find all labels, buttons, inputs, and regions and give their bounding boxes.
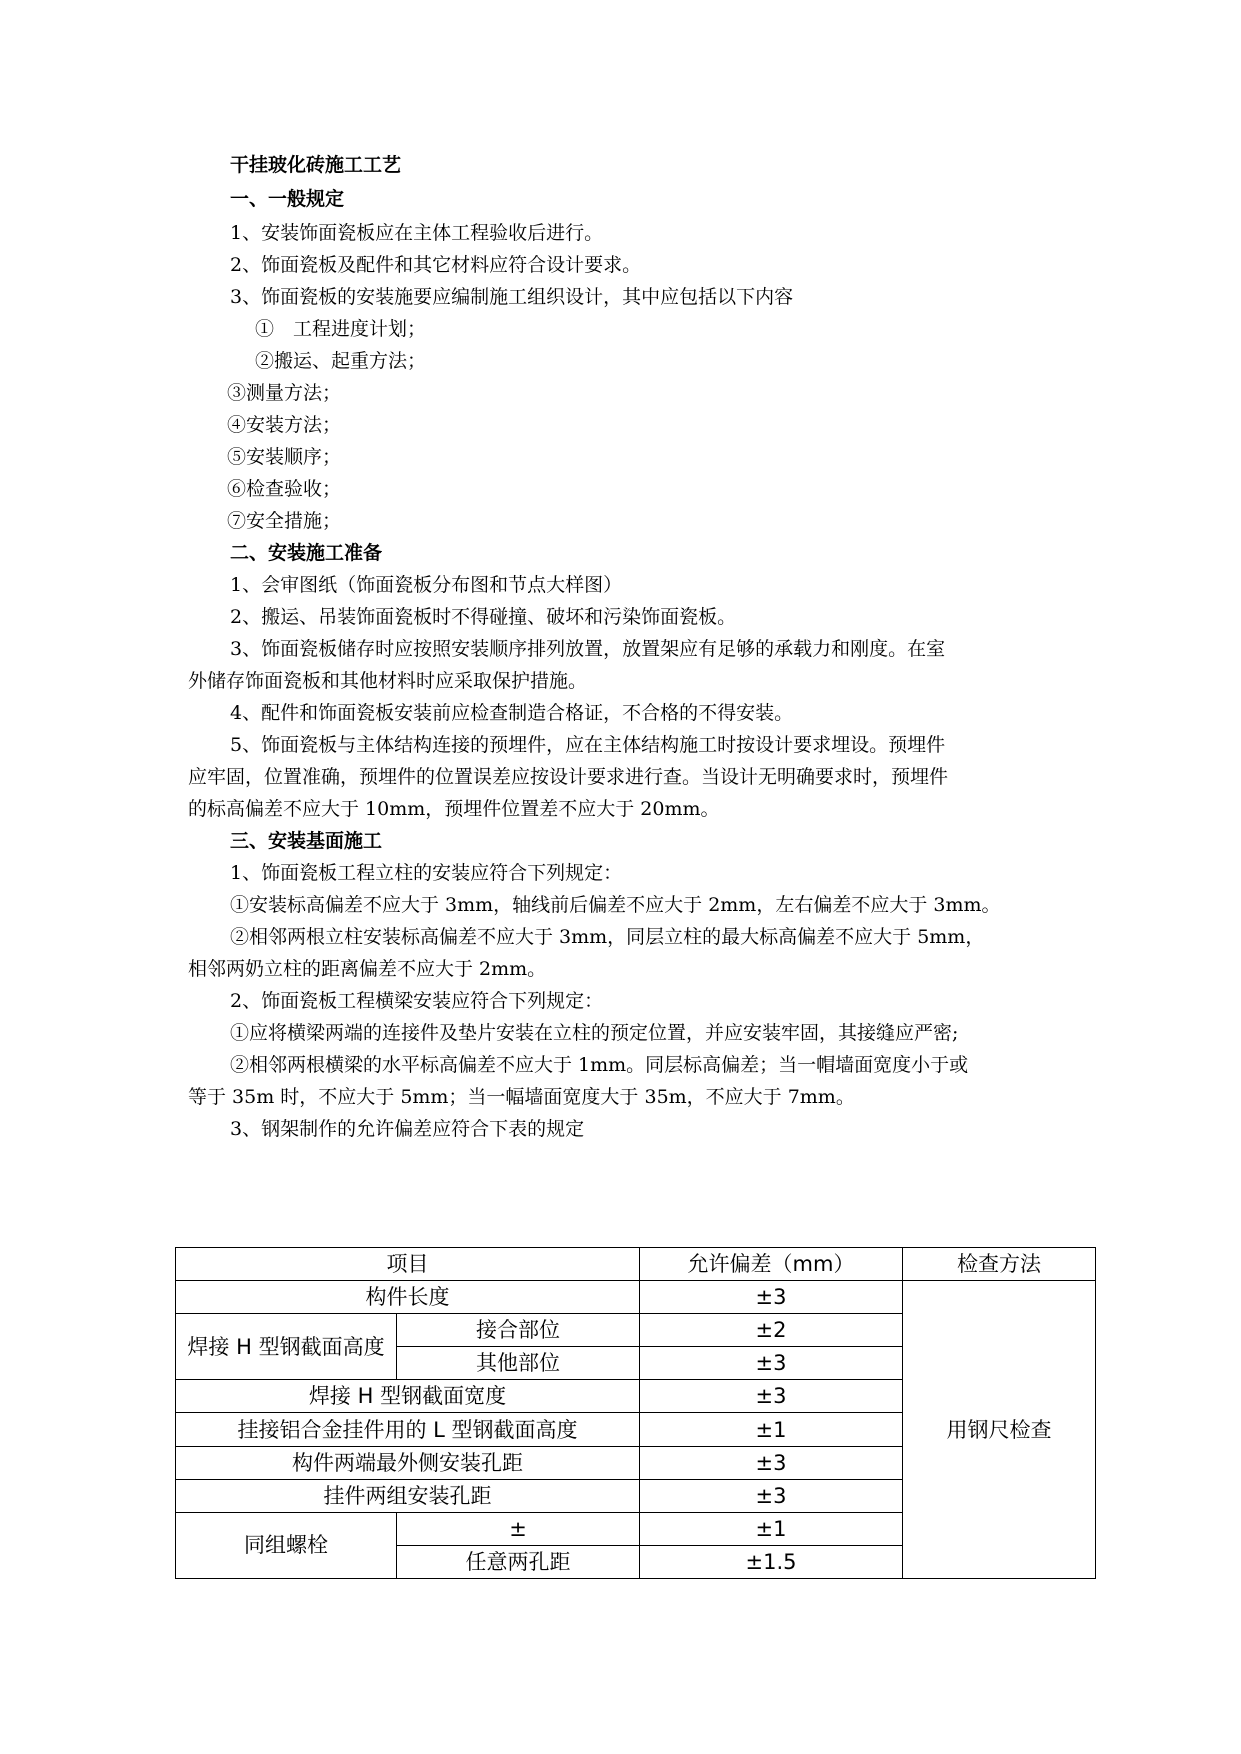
list-item: ① 工程进度计划；: [255, 318, 427, 340]
list-item: ④安装方法；: [227, 414, 342, 436]
paragraph: ②相邻两根立柱安装标高偏差不应大于 3mm，同层立柱的最大标高偏差不应大于 5mm，: [230, 926, 985, 948]
paragraph: ①应将横梁两端的连接件及垫片安装在立柱的预定位置，并应安装牢固，其接缝应严密;: [230, 1022, 959, 1044]
item-cell: 构件长度: [176, 1281, 640, 1314]
group-cell: 同组螺栓: [176, 1512, 397, 1578]
list-item: ②搬运、起重方法；: [255, 350, 427, 372]
sub-item-cell: 其他部位: [397, 1347, 640, 1380]
tolerance-cell: ±3: [640, 1347, 903, 1380]
tolerance-cell: ±2: [640, 1314, 903, 1347]
item-cell: 挂接铝合金挂件用的 L 型钢截面高度: [176, 1413, 640, 1446]
paragraph: 2、搬运、吊装饰面瓷板时不得碰撞、破坏和污染饰面瓷板。: [230, 606, 737, 628]
paragraph: 1、饰面瓷板工程立柱的安装应符合下列规定：: [230, 862, 623, 884]
header-method: 检查方法: [903, 1248, 1096, 1281]
item-cell: 挂件两组安装孔距: [176, 1479, 640, 1512]
item-cell: 焊接 H 型钢截面宽度: [176, 1380, 640, 1413]
tolerance-cell: ±3: [640, 1446, 903, 1479]
method-cell: 用钢尺检查: [903, 1281, 1096, 1579]
paragraph: 应牢固，位置准确，预埋件的位置误差应按设计要求进行查。当设计无明确要求时，预埋件: [188, 766, 949, 788]
tolerance-cell: ±1: [640, 1413, 903, 1446]
section-3-heading: 三、安装基面施工: [230, 830, 383, 852]
paragraph: 的标高偏差不应大于 10mm，预埋件位置差不应大于 20mm。: [188, 798, 720, 820]
sub-item-cell: 任意两孔距: [397, 1545, 640, 1578]
list-item: ③测量方法；: [227, 382, 342, 404]
item-cell: 构件两端最外侧安装孔距: [176, 1446, 640, 1479]
paragraph: 等于 35m 时，不应大于 5mm；当一幅墙面宽度大于 35m，不应大于 7mm。: [188, 1086, 855, 1108]
paragraph: 3、饰面瓷板储存时应按照安装顺序排列放置，放置架应有足够的承载力和刚度。在室: [230, 638, 946, 660]
section-1-heading: 一、一般规定: [230, 188, 345, 210]
tolerance-cell: ±3: [640, 1380, 903, 1413]
paragraph: 相邻两奶立柱的距离偏差不应大于 2mm。: [188, 958, 547, 980]
paragraph: 4、配件和饰面瓷板安装前应检查制造合格证，不合格的不得安装。: [230, 702, 794, 724]
section-2-heading: 二、安装施工准备: [230, 542, 383, 564]
list-item: ⑥检查验收；: [227, 478, 342, 500]
sub-item-cell: 接合部位: [397, 1314, 640, 1347]
paragraph: 1、会审图纸（饰面瓷板分布图和节点大样图）: [230, 574, 623, 596]
paragraph: ①安装标高偏差不应大于 3mm，轴线前后偏差不应大于 2mm，左右偏差不应大于 3mm。: [230, 894, 1001, 916]
paragraph: 1、安装饰面瓷板应在主体工程验收后进行。: [230, 222, 604, 244]
list-item: ⑤安装顺序；: [227, 446, 342, 468]
paragraph: 3、饰面瓷板的安装施要应编制施工组织设计，其中应包括以下内容: [230, 286, 794, 308]
header-tolerance: 允许偏差（mm）: [640, 1248, 903, 1281]
paragraph: 3、钢架制作的允许偏差应符合下表的规定: [230, 1118, 585, 1140]
header-item: 项目: [176, 1248, 640, 1281]
group-cell: 焊接 H 型钢截面高度: [176, 1314, 397, 1380]
tolerance-cell: ±1.5: [640, 1545, 903, 1578]
tolerance-cell: ±3: [640, 1281, 903, 1314]
paragraph: 5、饰面瓷板与主体结构连接的预埋件，应在主体结构施工时按设计要求埋设。预埋件: [230, 734, 946, 756]
paragraph: 2、饰面瓷板及配件和其它材料应符合设计要求。: [230, 254, 642, 276]
paragraph: ②相邻两根横梁的水平标高偏差不应大于 1mm。同层标高偏差；当一帽墙面宽度小于或: [230, 1054, 969, 1076]
tolerance-cell: ±1: [640, 1512, 903, 1545]
document-title: 干挂玻化砖施工工艺: [230, 154, 402, 176]
paragraph: 2、饰面瓷板工程横梁安装应符合下列规定：: [230, 990, 604, 1012]
list-item: ⑦安全措施；: [227, 510, 342, 532]
sub-item-cell: ±: [397, 1512, 640, 1545]
paragraph: 外储存饰面瓷板和其他材料时应采取保护措施。: [188, 670, 588, 692]
tolerance-cell: ±3: [640, 1479, 903, 1512]
table-row: [176, 1281, 1096, 1314]
tolerance-table: [175, 1247, 1096, 1579]
table-header-row: [176, 1248, 1096, 1281]
